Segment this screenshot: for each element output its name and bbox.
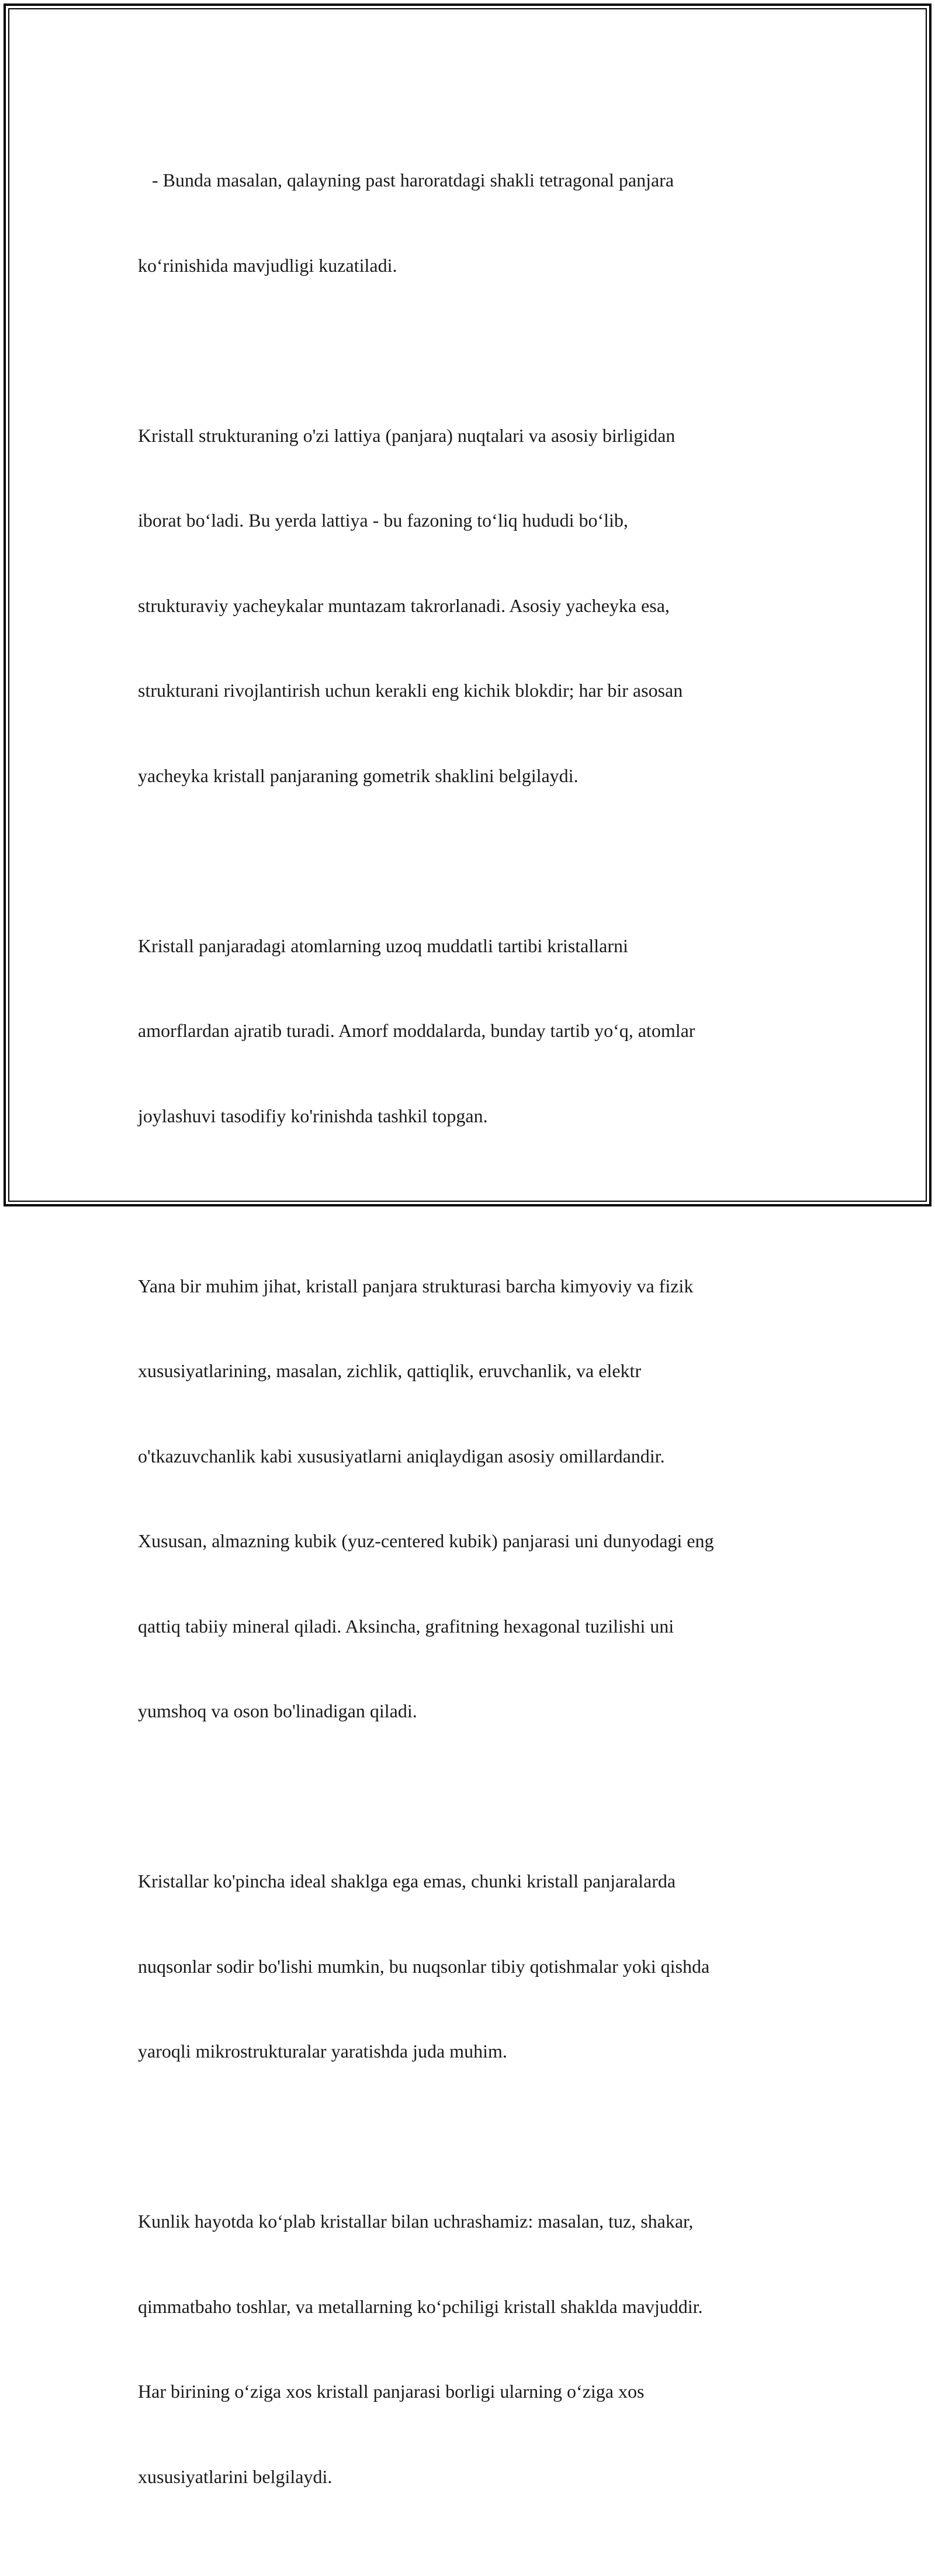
text-line: yaroqli mikrostrukturalar yaratishda juda muhim. — [138, 2041, 507, 2062]
text-line: xususiyatlarini belgilaydi. — [138, 2466, 333, 2487]
text-line: yumshoq va oson bo'linadigan qiladi. — [138, 1700, 417, 1721]
text-line: Kristall strukturaning o'zi lattiya (panjara) nuqtalari va asosiy birligidan — [138, 424, 676, 446]
text-line: iborat bo‘ladi. Bu yerda lattiya - bu fazoning to‘liq hududi bo‘lib, — [138, 510, 628, 531]
text-line: ko‘rinishida mavjudligi kuzatiladi. — [138, 254, 397, 276]
text-line: amorflardan ajratib turadi. Amorf moddalarda, bunday tartib yo‘q, atomlar — [138, 1020, 695, 1041]
text-line: xususiyatlarining, masalan, zichlik, qattiqlik, eruvchanlik, va elektr — [138, 1360, 642, 1381]
text-line: qimmatbaho toshlar, va metallarning ko‘pchiligi kristall shaklda mavjuddir. — [138, 2295, 703, 2317]
text-line: joylashuvi tasodifiy ko'rinishda tashkil topgan. — [138, 1105, 488, 1126]
paragraph-4 — [138, 1215, 810, 1782]
text-line: o'tkazuvchanlik kabi xususiyatlarni aniqlaydigan asosiy omillardandir. — [138, 1445, 665, 1467]
text-line: Har birining o‘ziga xos kristall panjarasi borligi ularning o‘ziga xos — [138, 2381, 645, 2402]
paragraph-2 — [138, 365, 810, 847]
paragraph-3 — [138, 875, 810, 1187]
document-body — [138, 109, 810, 2576]
text-line: yacheyka kristall panjaraning gometrik shaklini belgilaydi. — [138, 765, 579, 786]
paragraph-1 — [138, 109, 810, 336]
text-line: - Bunda masalan, qalayning past haroratdagi shakli tetragonal panjara — [138, 170, 674, 191]
text-line: nuqsonlar sodir bo'lishi mumkin, bu nuqsonlar tibiy qotishmalar yoki qishda — [138, 1955, 710, 1977]
text-line: Kristall panjaradagi atomlarning uzoq muddatli tartibi kristallarni — [138, 935, 628, 956]
text-line: strukturani rivojlantirish uchun kerakli eng kichik blokdir; har bir asosan — [138, 680, 683, 701]
text-line: Xususan, almazning kubik (yuz-centered kubik) panjarasi uni dunyodagi eng — [138, 1530, 714, 1551]
paragraph-5 — [138, 1810, 810, 2122]
text-line: qattiq tabiiy mineral qiladi. Aksincha, grafitning hexagonal tuzilishi uni — [138, 1615, 674, 1637]
text-line: Yana bir muhim jihat, kristall panjara strukturasi barcha kimyoviy va fizik — [138, 1275, 694, 1296]
text-line: Kristallar ko'pincha ideal shaklga ega emas, chunki kristall panjaralarda — [138, 1870, 676, 1892]
text-line: strukturaviy yacheykalar muntazam takrorlanadi. Asosiy yacheyka esa, — [138, 594, 670, 616]
text-line: Kunlik hayotda ko‘plab kristallar bilan uchrashamiz: masalan, tuz, shakar, — [138, 2211, 694, 2232]
paragraph-6 — [138, 2150, 810, 2547]
